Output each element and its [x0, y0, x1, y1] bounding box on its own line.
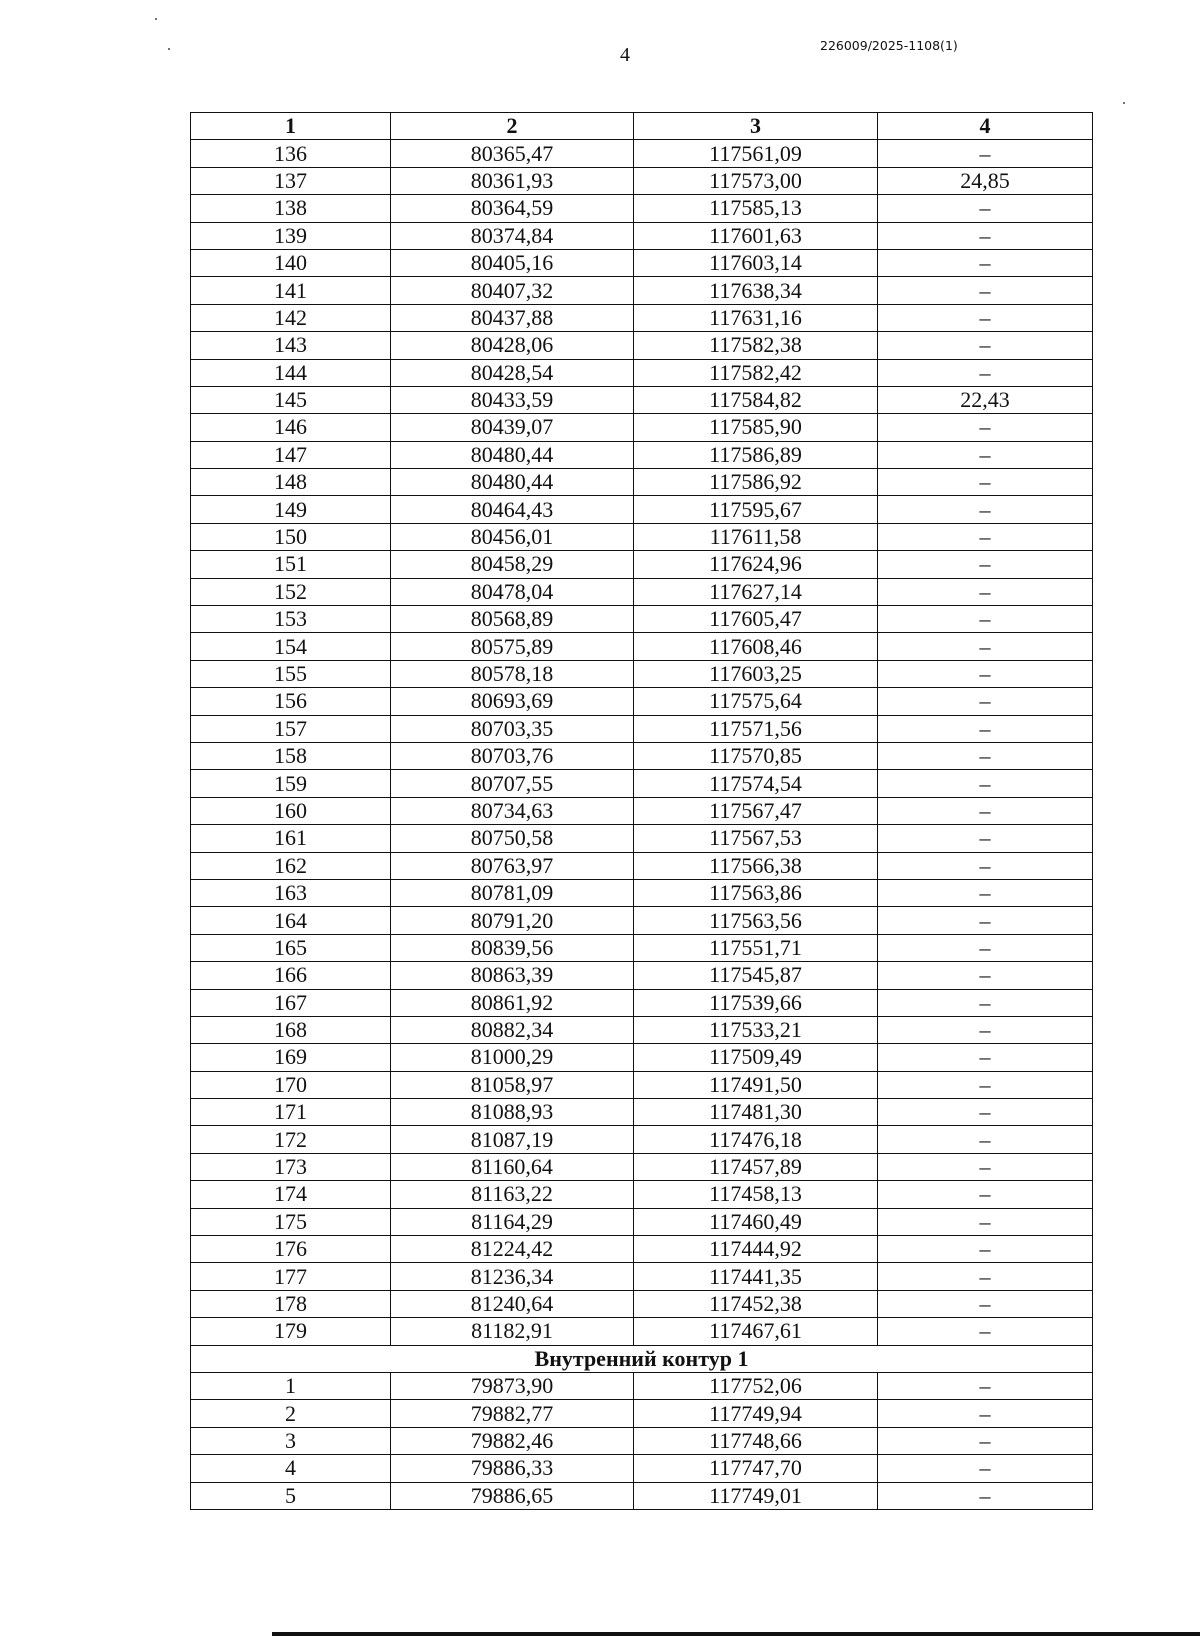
document-reference: 226009/2025-1108(1)	[820, 38, 958, 53]
table-cell: 162	[191, 852, 391, 879]
table-cell: 117481,30	[634, 1099, 878, 1126]
table-row	[191, 825, 1093, 852]
table-cell: 80863,39	[391, 962, 634, 989]
table-cell: 81058,97	[391, 1071, 634, 1098]
table-cell: 80365,47	[391, 140, 634, 167]
table-cell: 117582,38	[634, 332, 878, 359]
table-cell: –	[878, 1016, 1093, 1043]
table-cell: –	[878, 1455, 1093, 1482]
table-cell: 79882,46	[391, 1427, 634, 1454]
table-row	[191, 1400, 1093, 1427]
table-row	[191, 1044, 1093, 1071]
table-cell: 117567,47	[634, 797, 878, 824]
table-cell: 80407,32	[391, 277, 634, 304]
table-row	[191, 1153, 1093, 1180]
table-cell: 175	[191, 1208, 391, 1235]
table-row	[191, 523, 1093, 550]
table-cell: 80707,55	[391, 770, 634, 797]
table-row	[191, 742, 1093, 769]
table-row	[191, 578, 1093, 605]
table-cell: –	[878, 578, 1093, 605]
table-cell: 80882,34	[391, 1016, 634, 1043]
table-cell: 81182,91	[391, 1318, 634, 1345]
table-cell: 80456,01	[391, 523, 634, 550]
table-cell: 117601,63	[634, 222, 878, 249]
table-row	[191, 1181, 1093, 1208]
table-cell: 117748,66	[634, 1427, 878, 1454]
table-row	[191, 1126, 1093, 1153]
table-cell: 117627,14	[634, 578, 878, 605]
table-cell: 148	[191, 469, 391, 496]
table-cell: 80578,18	[391, 660, 634, 687]
section-header	[191, 1345, 1093, 1372]
table-cell: 139	[191, 222, 391, 249]
table-cell: 80464,43	[391, 496, 634, 523]
table-cell: 117608,46	[634, 633, 878, 660]
table-cell: 117584,82	[634, 386, 878, 413]
table-row	[191, 715, 1093, 742]
table-cell: 81164,29	[391, 1208, 634, 1235]
table-row	[191, 989, 1093, 1016]
table-cell: –	[878, 797, 1093, 824]
table-cell: 117467,61	[634, 1318, 878, 1345]
table-row	[191, 195, 1093, 222]
table-cell: 80480,44	[391, 469, 634, 496]
table-cell: –	[878, 1181, 1093, 1208]
table-row	[191, 1099, 1093, 1126]
table-cell: –	[878, 1263, 1093, 1290]
table-row	[191, 469, 1093, 496]
table-cell: 117638,34	[634, 277, 878, 304]
table-cell: –	[878, 304, 1093, 331]
table-cell: 117561,09	[634, 140, 878, 167]
table-row	[191, 386, 1093, 413]
table-cell: –	[878, 414, 1093, 441]
table-cell: 117533,21	[634, 1016, 878, 1043]
table-row	[191, 249, 1093, 276]
table-cell: –	[878, 989, 1093, 1016]
table-cell: –	[878, 332, 1093, 359]
table-cell: 117567,53	[634, 825, 878, 852]
table-cell: 173	[191, 1153, 391, 1180]
table-row	[191, 852, 1093, 879]
table-cell: 117624,96	[634, 551, 878, 578]
table-cell: 117611,58	[634, 523, 878, 550]
table-cell: 138	[191, 195, 391, 222]
table-cell: 117566,38	[634, 852, 878, 879]
table-cell: 137	[191, 167, 391, 194]
table-row	[191, 1290, 1093, 1317]
table-cell: 141	[191, 277, 391, 304]
table-row	[191, 879, 1093, 906]
table-row	[191, 1263, 1093, 1290]
table-cell: 117749,94	[634, 1400, 878, 1427]
table-cell: 81236,34	[391, 1263, 634, 1290]
table-row	[191, 441, 1093, 468]
table-cell: 117585,13	[634, 195, 878, 222]
table-cell: 80763,97	[391, 852, 634, 879]
table-cell: 117570,85	[634, 742, 878, 769]
table-cell: 5	[191, 1482, 391, 1509]
table-cell: 117563,56	[634, 907, 878, 934]
table-row	[191, 332, 1093, 359]
section-title-row	[191, 1345, 1093, 1372]
table-cell: 117747,70	[634, 1455, 878, 1482]
table-cell: 80437,88	[391, 304, 634, 331]
table-cell: 79873,90	[391, 1372, 634, 1399]
table-cell: 117551,71	[634, 934, 878, 961]
table-cell: 80734,63	[391, 797, 634, 824]
table-cell: 160	[191, 797, 391, 824]
table-cell: –	[878, 1044, 1093, 1071]
table-cell: 152	[191, 578, 391, 605]
table-cell: 80791,20	[391, 907, 634, 934]
table-row	[191, 167, 1093, 194]
table-cell: 80478,04	[391, 578, 634, 605]
table-cell: 117452,38	[634, 1290, 878, 1317]
table-cell: –	[878, 277, 1093, 304]
table-body	[191, 140, 1093, 1345]
table-cell: 81160,64	[391, 1153, 634, 1180]
table-cell: –	[878, 907, 1093, 934]
table-cell: 144	[191, 359, 391, 386]
table-cell: –	[878, 551, 1093, 578]
table-cell: 80458,29	[391, 551, 634, 578]
scan-speck	[155, 18, 157, 20]
table-cell: 80703,76	[391, 742, 634, 769]
table-cell: 117457,89	[634, 1153, 878, 1180]
table-cell: 81000,29	[391, 1044, 634, 1071]
table-cell: 3	[191, 1427, 391, 1454]
table-cell: 80781,09	[391, 879, 634, 906]
table-cell: 80861,92	[391, 989, 634, 1016]
table-row	[191, 551, 1093, 578]
table-cell: –	[878, 523, 1093, 550]
table-cell: –	[878, 606, 1093, 633]
table-cell: –	[878, 1236, 1093, 1263]
table-row	[191, 496, 1093, 523]
table-cell: 117603,14	[634, 249, 878, 276]
table-row	[191, 962, 1093, 989]
scan-speck	[1123, 102, 1125, 104]
table-cell: 159	[191, 770, 391, 797]
table-cell: –	[878, 1372, 1093, 1399]
table-cell: –	[878, 934, 1093, 961]
table-cell: 117631,16	[634, 304, 878, 331]
table-cell: 80364,59	[391, 195, 634, 222]
section-title: Внутренний контур 1	[191, 1345, 1093, 1372]
table-row	[191, 277, 1093, 304]
table-cell: 117571,56	[634, 715, 878, 742]
table-cell: 80839,56	[391, 934, 634, 961]
table-cell: –	[878, 1071, 1093, 1098]
column-header: 1	[191, 113, 391, 140]
page-number: 4	[620, 44, 630, 66]
table-cell: –	[878, 469, 1093, 496]
table-cell: –	[878, 249, 1093, 276]
coordinates-table	[190, 112, 1093, 1510]
table-cell: 80439,07	[391, 414, 634, 441]
table-cell: 117563,86	[634, 879, 878, 906]
table-cell: 1	[191, 1372, 391, 1399]
table-cell: 177	[191, 1263, 391, 1290]
table-cell: –	[878, 825, 1093, 852]
table-cell: 117586,92	[634, 469, 878, 496]
table-cell: –	[878, 715, 1093, 742]
table-cell: –	[878, 359, 1093, 386]
table-cell: 151	[191, 551, 391, 578]
table-cell: 145	[191, 386, 391, 413]
table-cell: 142	[191, 304, 391, 331]
table-cell: –	[878, 688, 1093, 715]
table-cell: 80374,84	[391, 222, 634, 249]
table-cell: 117574,54	[634, 770, 878, 797]
table-cell: 22,43	[878, 386, 1093, 413]
table-cell: 163	[191, 879, 391, 906]
table-cell: 147	[191, 441, 391, 468]
table-cell: 117605,47	[634, 606, 878, 633]
table-row	[191, 1236, 1093, 1263]
table-cell: 81087,19	[391, 1126, 634, 1153]
table-row	[191, 1372, 1093, 1399]
table-cell: –	[878, 1208, 1093, 1235]
table-cell: 80428,54	[391, 359, 634, 386]
table-row	[191, 414, 1093, 441]
table-cell: 170	[191, 1071, 391, 1098]
table-row	[191, 907, 1093, 934]
table-cell: 179	[191, 1318, 391, 1345]
table-cell: 164	[191, 907, 391, 934]
table-cell: –	[878, 742, 1093, 769]
table-row	[191, 222, 1093, 249]
table-cell: –	[878, 660, 1093, 687]
table-cell: 24,85	[878, 167, 1093, 194]
table-cell: 79882,77	[391, 1400, 634, 1427]
table-cell: 117586,89	[634, 441, 878, 468]
table-row	[191, 1071, 1093, 1098]
table-row	[191, 934, 1093, 961]
table-cell: 117491,50	[634, 1071, 878, 1098]
table-cell: –	[878, 1153, 1093, 1180]
table-row	[191, 359, 1093, 386]
table-cell: –	[878, 962, 1093, 989]
table-row	[191, 797, 1093, 824]
table-cell: 167	[191, 989, 391, 1016]
table-cell: 156	[191, 688, 391, 715]
table-cell: 81088,93	[391, 1099, 634, 1126]
table-cell: –	[878, 770, 1093, 797]
table-cell: 117441,35	[634, 1263, 878, 1290]
table-row	[191, 606, 1093, 633]
table-cell: 117585,90	[634, 414, 878, 441]
table-cell: 80750,58	[391, 825, 634, 852]
table-cell: –	[878, 1482, 1093, 1509]
table-cell: 172	[191, 1126, 391, 1153]
table-cell: 117575,64	[634, 688, 878, 715]
table-cell: –	[878, 195, 1093, 222]
table-cell: 80480,44	[391, 441, 634, 468]
table-row	[191, 140, 1093, 167]
table-cell: 171	[191, 1099, 391, 1126]
table-cell: 80568,89	[391, 606, 634, 633]
table-cell: 79886,33	[391, 1455, 634, 1482]
table-row	[191, 304, 1093, 331]
table-cell: 117749,01	[634, 1482, 878, 1509]
table-cell: –	[878, 1400, 1093, 1427]
table-cell: 157	[191, 715, 391, 742]
table-cell: 117458,13	[634, 1181, 878, 1208]
table-header-row	[191, 113, 1093, 140]
table-cell: 174	[191, 1181, 391, 1208]
table-cell: 154	[191, 633, 391, 660]
table-cell: –	[878, 1126, 1093, 1153]
table-cell: 117509,49	[634, 1044, 878, 1071]
table-cell: 136	[191, 140, 391, 167]
table-row	[191, 1208, 1093, 1235]
table-row	[191, 660, 1093, 687]
table-row	[191, 1016, 1093, 1043]
table-row	[191, 688, 1093, 715]
table-cell: 81240,64	[391, 1290, 634, 1317]
table-cell: 80575,89	[391, 633, 634, 660]
table-cell: –	[878, 140, 1093, 167]
table-cell: 117476,18	[634, 1126, 878, 1153]
column-header: 4	[878, 113, 1093, 140]
table-cell: –	[878, 1318, 1093, 1345]
table-cell: 79886,65	[391, 1482, 634, 1509]
scan-speck	[168, 48, 170, 50]
table-cell: –	[878, 879, 1093, 906]
table-cell: 81224,42	[391, 1236, 634, 1263]
table-cell: –	[878, 852, 1093, 879]
table-cell: 153	[191, 606, 391, 633]
table-cell: 4	[191, 1455, 391, 1482]
table-cell: 165	[191, 934, 391, 961]
table-cell: –	[878, 1427, 1093, 1454]
table-row	[191, 1455, 1093, 1482]
table-cell: 117545,87	[634, 962, 878, 989]
table-cell: 155	[191, 660, 391, 687]
table-row	[191, 1482, 1093, 1509]
table-cell: –	[878, 222, 1093, 249]
table-cell: 149	[191, 496, 391, 523]
table-cell: 117573,00	[634, 167, 878, 194]
table-cell: 161	[191, 825, 391, 852]
table-cell: 117595,67	[634, 496, 878, 523]
table-cell: 169	[191, 1044, 391, 1071]
table-cell: 117539,66	[634, 989, 878, 1016]
table-cell: 178	[191, 1290, 391, 1317]
table-cell: –	[878, 441, 1093, 468]
table-cell: 150	[191, 523, 391, 550]
table-cell: 117752,06	[634, 1372, 878, 1399]
table-cell: 146	[191, 414, 391, 441]
table-cell: –	[878, 1290, 1093, 1317]
column-header: 2	[391, 113, 634, 140]
table-cell: –	[878, 633, 1093, 660]
table-cell: 80693,69	[391, 688, 634, 715]
table-cell: –	[878, 496, 1093, 523]
table-cell: 80433,59	[391, 386, 634, 413]
table-cell: 81163,22	[391, 1181, 634, 1208]
table-row	[191, 1318, 1093, 1345]
table-cell: 158	[191, 742, 391, 769]
table-cell: 176	[191, 1236, 391, 1263]
table-cell: 80361,93	[391, 167, 634, 194]
section-body	[191, 1372, 1093, 1509]
scan-edge-bar	[272, 1632, 1200, 1636]
table-cell: 168	[191, 1016, 391, 1043]
table-cell: –	[878, 1099, 1093, 1126]
table-cell: 2	[191, 1400, 391, 1427]
table-cell: 80405,16	[391, 249, 634, 276]
table-row	[191, 1427, 1093, 1454]
table-cell: 140	[191, 249, 391, 276]
table-cell: 80703,35	[391, 715, 634, 742]
table-row	[191, 633, 1093, 660]
table-cell: 117582,42	[634, 359, 878, 386]
table-cell: 117444,92	[634, 1236, 878, 1263]
table-cell: 117603,25	[634, 660, 878, 687]
column-header: 3	[634, 113, 878, 140]
table-cell: 166	[191, 962, 391, 989]
table-cell: 117460,49	[634, 1208, 878, 1235]
table-cell: 80428,06	[391, 332, 634, 359]
table-cell: 143	[191, 332, 391, 359]
table-row	[191, 770, 1093, 797]
